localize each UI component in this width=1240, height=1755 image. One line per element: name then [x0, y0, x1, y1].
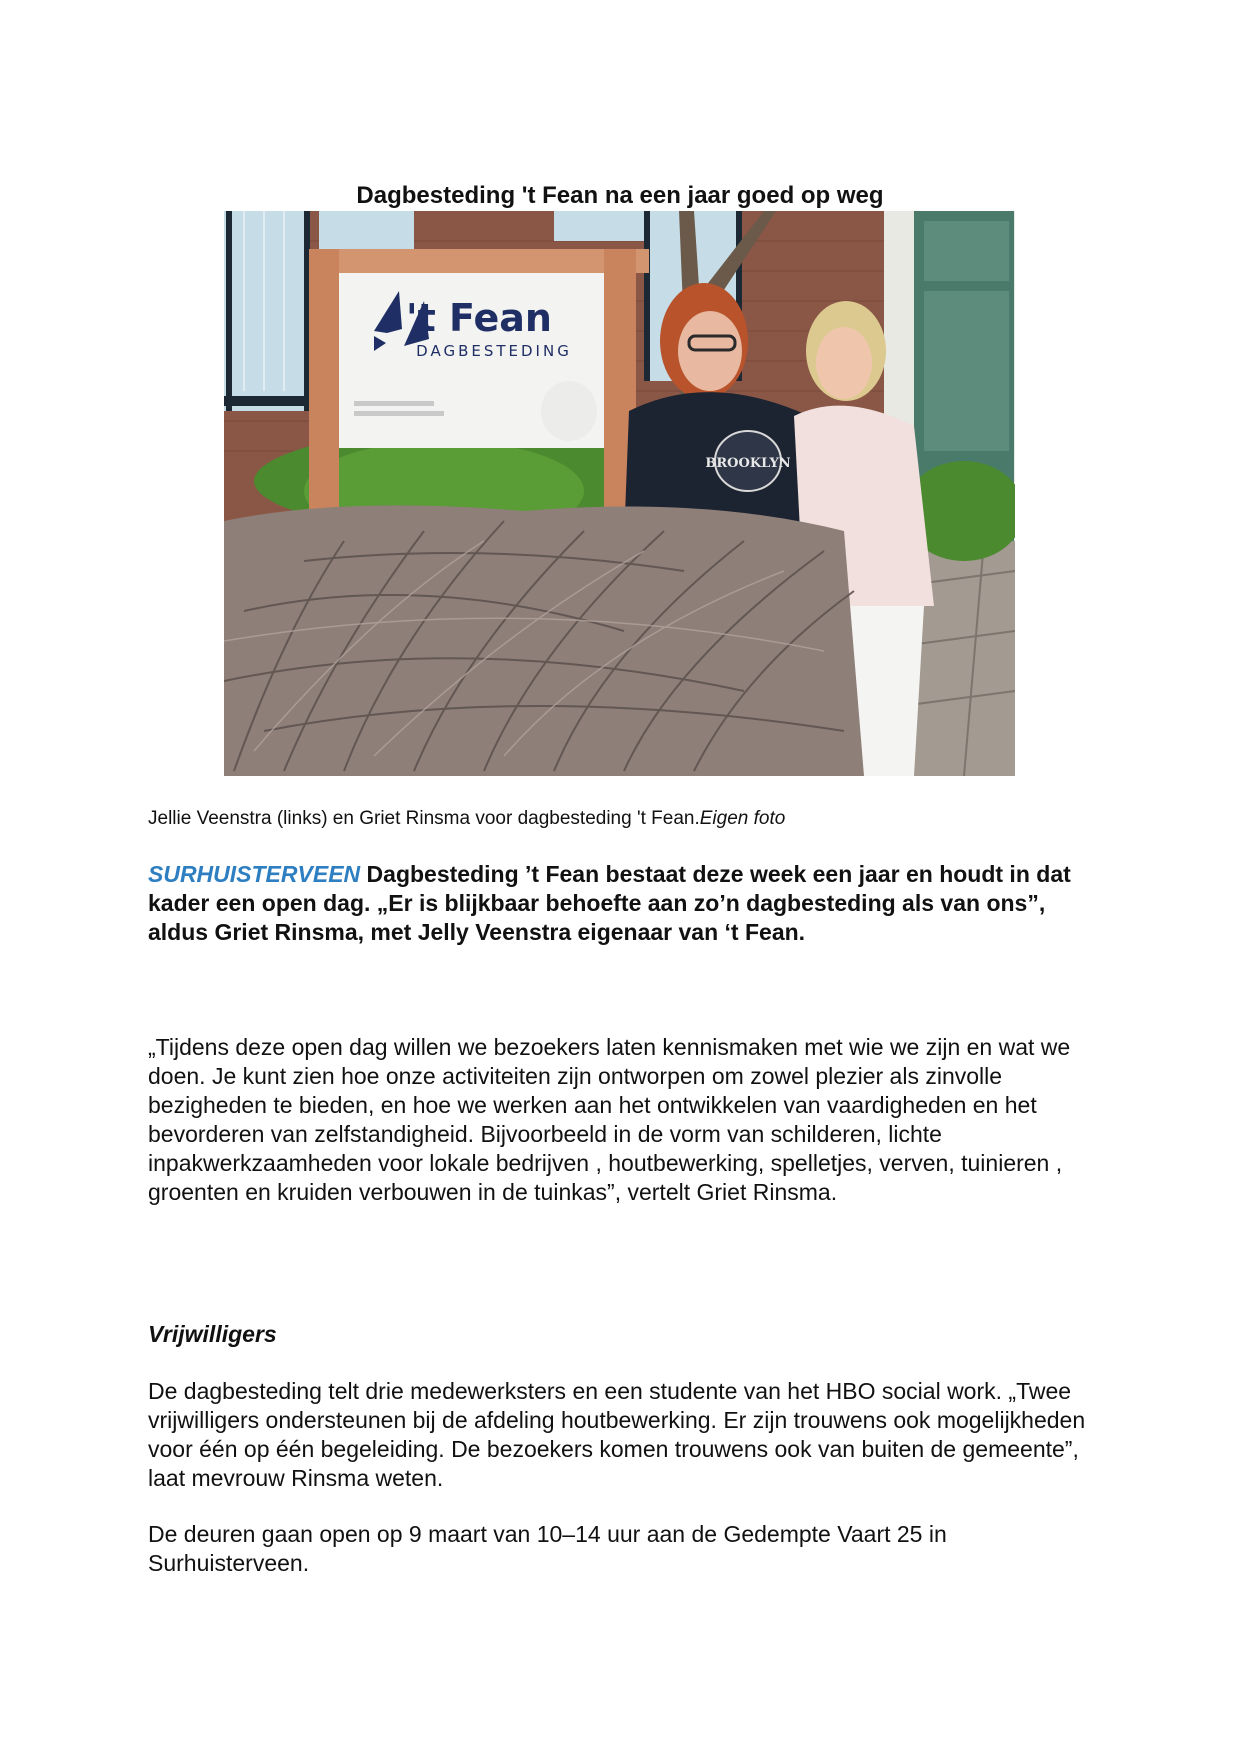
caption-text: Jellie Veenstra (links) en Griet Rinsma voor dagbesteding 't Fean. — [148, 808, 700, 829]
photo-credit: Eigen foto — [699, 808, 786, 829]
sign-logo-text: 't Fean — [406, 296, 552, 340]
body-paragraph-2: De dagbesteding telt drie medewerksters en een studente van het HBO social work. „Twee vrijwilligers ondersteunen bij de afdeling houtbewerking. Er zijn trouwens ook mogelijkheden voor één op één begeleiding. De bezoekers komen trouwens ook van buiten de gemeente”, laat mevrouw Rinsma weten. — [148, 1378, 1086, 1491]
body-paragraph-3: De deuren gaan open op 9 maart van 10–14 uur aan de Gedempte Vaart 25 in Surhuisterveen. — [148, 1521, 947, 1576]
photo-caption — [148, 808, 785, 830]
sign-subtitle: DAGBESTEDING — [416, 342, 572, 360]
article-photo — [224, 211, 1015, 776]
shirt-text: BROOKLYN — [705, 456, 791, 471]
section-heading: Vrijwilligers — [148, 1321, 277, 1347]
lead-paragraph — [148, 860, 1108, 947]
article-title: Dagbesteding 't Fean na een jaar goed op weg — [356, 182, 884, 209]
body-paragraph-1: „Tijdens deze open dag willen we bezoekers laten kennismaken met wie we zijn en wat we doen. Je kunt zien hoe onze activiteiten zijn ontworpen om zowel plezier als zinvolle bezigheden te bieden, en hoe we werken aan het ontwikkelen van vaardigheden en het bevorderen van zelfstandigheid. Bijvoorbeeld in de vorm van schilderen, lichte inpakwerkzaamheden voor lokale bedrijven , houtbewerking, spelletjes, verven, tuinieren , groenten en kruiden verbouwen in de tuinkas”, vertelt Griet Rinsma. — [148, 1034, 1071, 1205]
dateline-place: SURHUISTERVEEN — [148, 861, 361, 887]
lead-text: Dagbesteding ’t Fean bestaat deze week een jaar en houdt in dat kader een open dag. „Er is blijkbaar behoefte aan zo’n dagbesteding als van ons”, aldus Griet Rinsma, met Jelly Veenstra eigenaar van ‘t Fean. — [148, 861, 1071, 945]
photo-illustration — [224, 211, 1015, 776]
